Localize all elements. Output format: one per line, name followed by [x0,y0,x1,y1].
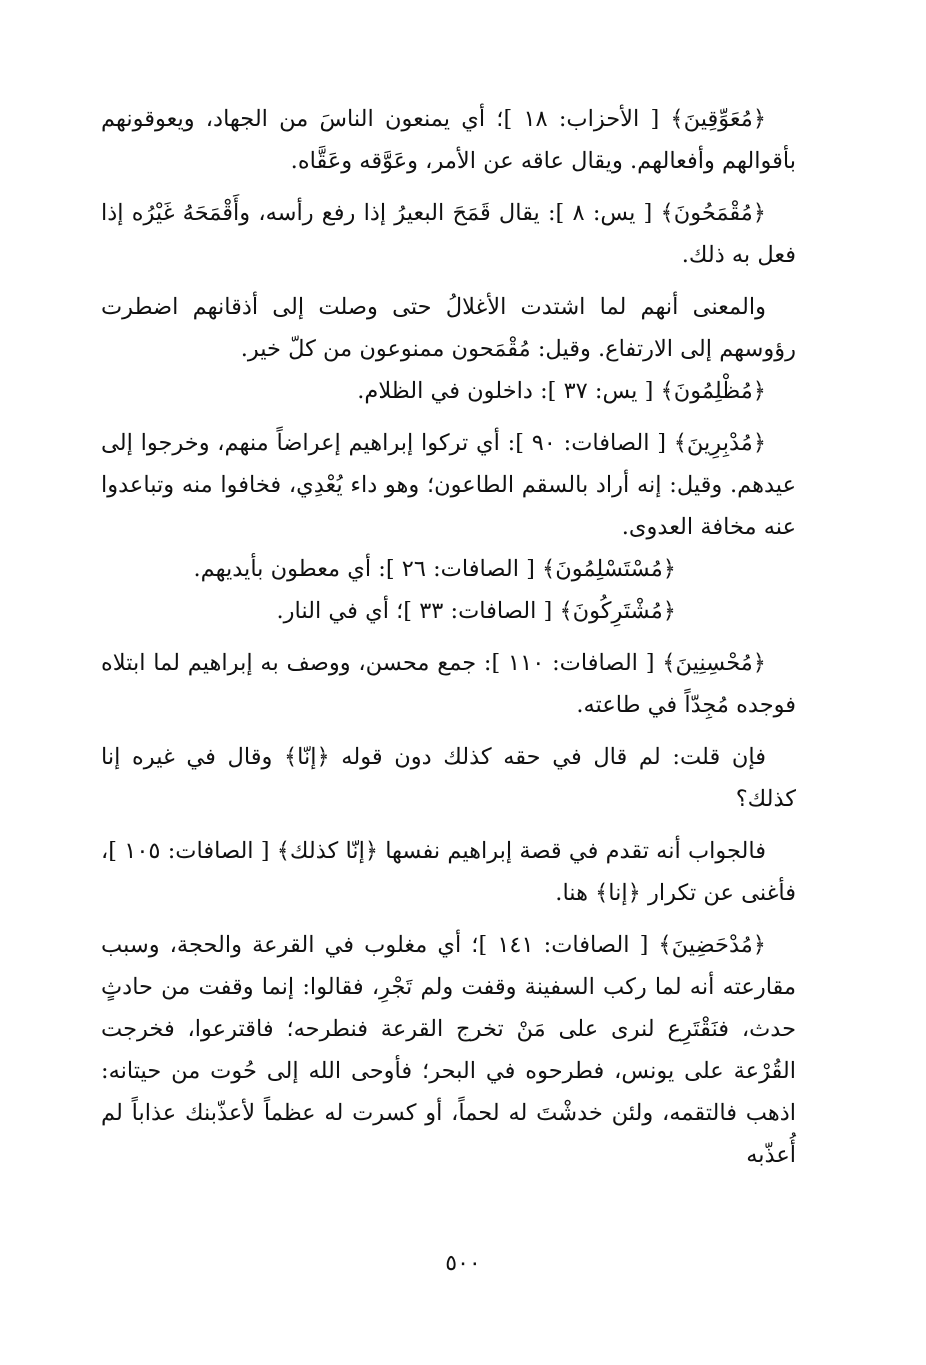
entry-muawwiqin: ﴿مُعَوِّقِينَ﴾ [ الأحزاب: ١٨ ]؛ أي يمنعون الناسَ من الجهاد، ويعوقونهم بأقوالهم وأفعالهم. ويقال عاقه عن الأمر، وعَوَّقه وعَقَّاه. [101,106,796,174]
entry-mudbirin: ﴿مُدْبِرِينَ﴾ [ الصافات: ٩٠ ]: أي تركوا إبراهيم إعراضاً منهم، وخرجوا إلى عيدهم. وقيل: إنه أراد بالسقم الطاعون؛ وهو داء يُعْدِي، فخافوا منه وتباعدوا عنه مخافة العدوى. [101,430,796,540]
explanation-paragraph: والمعنى أنهم لما اشتدت الأغلالُ حتى وصلت إلى أذقانهم اضطرت رؤوسهم إلى الارتفاع. وقيل: مُقْمَحون ممنوعون من كلّ خير. [101,294,796,362]
answer-paragraph: فالجواب أنه تقدم في قصة إبراهيم نفسها ﴿إنّا كذلك﴾ [ الصافات: ١٠٥ ]، فأغنى عن تكرار ﴿إنا﴾ هنا. [101,838,796,906]
page-number: ٥٠٠ [445,1251,481,1276]
entry-mushtarikun: ﴿مُشْتَرِكُونَ﴾ [ الصافات: ٣٣ ]؛ أي في النار. [276,598,676,624]
entry-mudhadin: ﴿مُدْحَضِينَ﴾ [ الصافات: ١٤١ ]؛ أي مغلوب في القرعة والحجة، وسبب مقارعته أنه لما ركب السفينة وقفت ولم تَجْرِ، فقالوا: إنما وقفت من حادثٍ حدث، فنَقْتَرِع لنرى على مَنْ تخرج القرعة فنطرحه؛ فاقترعوا، فخرجت القُرْعة على يونس، فطرحوه في البحر؛ فأوحى الله إلى حُوت من حيتانه: اذهب فالتقمه، ولئن خدشْتَ له لحماً، أو كسرت له عظماً لأعذّبنك عذاباً لم أُعذّبه [101,932,796,1168]
entry-muqmahun: ﴿مُقْمَحُونَ﴾ [ يس: ٨ ]: يقال قَمَحَ البعيرُ إذا رفع رأسه، وأَقْمَحَهُ غَيْرُه إذا فعل به ذلك. [101,200,796,268]
entry-muhsinin: ﴿مُحْسِنِينَ﴾ [ الصافات: ١١٠ ]: جمع محسن، ووصف به إبراهيم لما ابتلاه فوجده مُجِدّاً في طاعته. [101,650,796,718]
entry-mustaslimun: ﴿مُسْتَسْلِمُونَ﴾ [ الصافات: ٢٦ ]: أي معطون بأيديهم. [193,556,676,582]
question-paragraph: فإن قلت: لم قال في حقه كذلك دون قوله ﴿إنّا﴾ وقال في غيره إنا كذلك؟ [101,744,796,812]
entry-muzlimun: ﴿مُظْلِمُونَ﴾ [ يس: ٣٧ ]: داخلون في الظلام. [357,378,766,404]
page-body-text [101,98,796,1176]
